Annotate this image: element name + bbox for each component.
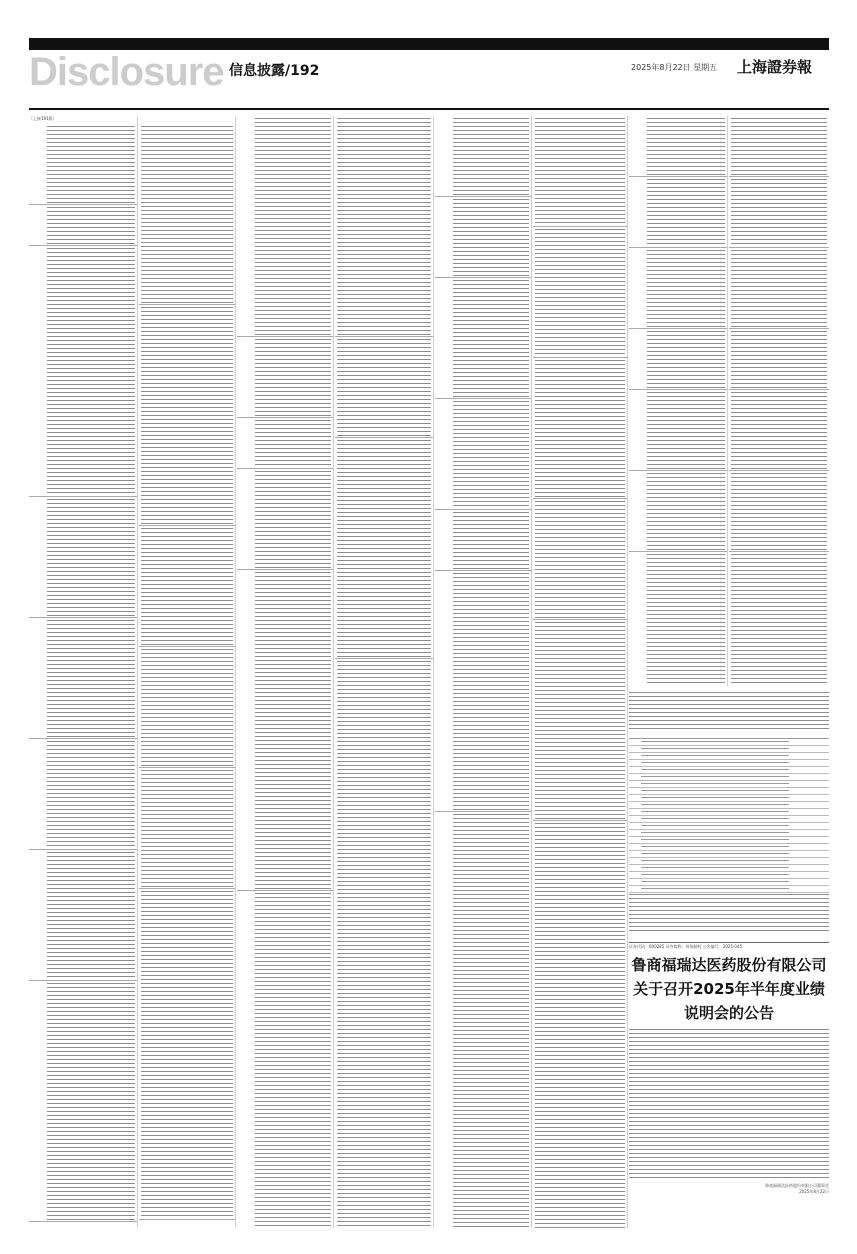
table-row (629, 760, 829, 767)
clause-cell (435, 197, 531, 278)
clause-cell (29, 739, 137, 850)
clause-cell (139, 768, 235, 889)
table-row (629, 788, 829, 795)
notice-footer: 鲁商福瑞达医药股份有限公司董事会 2025年8月22日 (765, 1183, 829, 1194)
table-row (629, 879, 829, 886)
clause-cell (729, 390, 829, 471)
clause-cell (435, 116, 531, 197)
clause-cell (29, 618, 137, 739)
table-row (629, 872, 829, 879)
table-row (629, 851, 829, 858)
clause-cell (335, 337, 433, 438)
clause-cell (29, 205, 137, 246)
table-row (629, 823, 829, 830)
newspaper-name: 上海證券報 (737, 58, 813, 76)
clause-cell (29, 497, 137, 618)
clause-cell (629, 390, 727, 471)
notice-title-line2: 关于召开2025年半年度业绩 (633, 980, 825, 998)
meeting-notice (629, 942, 829, 1227)
table-row (629, 746, 829, 753)
clause-cell (533, 227, 627, 358)
clause-cell (29, 850, 137, 981)
clause-cell (237, 570, 333, 891)
clause-cell (335, 659, 433, 1228)
table-row (629, 858, 829, 865)
table-row (629, 767, 829, 774)
clause-cell (729, 177, 829, 248)
clause-cell (629, 177, 727, 248)
header-rule (29, 108, 829, 110)
clause-cell (29, 981, 137, 1222)
column-1 (29, 116, 138, 1228)
continued-label: （上接191版） (29, 116, 57, 121)
clause-cell (139, 124, 235, 305)
table-row (629, 816, 829, 823)
resolution-table (629, 738, 829, 889)
clause-cell (629, 552, 727, 686)
clause-cell (29, 124, 137, 205)
clause-cell (729, 116, 829, 177)
resolution-paragraph (629, 894, 829, 934)
section-title (229, 60, 319, 80)
table-row (629, 837, 829, 844)
notice-body (629, 1029, 829, 1179)
clause-cell (237, 337, 333, 418)
clause-cell (139, 647, 235, 768)
column-5 (435, 116, 532, 1228)
section-name: 信息披露 (229, 63, 285, 79)
clause-cell (139, 305, 235, 526)
clause-cell (435, 812, 531, 1228)
summary-paragraph (629, 692, 829, 732)
clause-cell (533, 821, 627, 1228)
clause-cell (435, 571, 531, 812)
table-row (629, 781, 829, 788)
clause-cell (533, 620, 627, 821)
table-row (629, 795, 829, 802)
clause-cell (729, 329, 829, 390)
clause-cell (335, 438, 433, 659)
clause-cell (237, 891, 333, 1228)
disclosure-content (29, 116, 829, 1228)
column-4 (335, 116, 434, 1228)
clause-cell (237, 116, 333, 337)
notice-header: 证券代码：600285 证券简称：羚锐制药 公告编号：2025-045 (629, 944, 743, 949)
clause-cell (29, 246, 137, 497)
clause-cell (629, 116, 727, 177)
clause-cell (629, 329, 727, 390)
page-number: /192 (285, 63, 320, 79)
clause-cell (629, 248, 727, 329)
table-row (629, 739, 829, 746)
clause-cell (729, 471, 829, 552)
table-row (629, 830, 829, 837)
clause-cell (729, 248, 829, 329)
column-2 (139, 116, 236, 1228)
table-row (629, 886, 829, 893)
masthead-bar (29, 38, 829, 50)
clause-cell (435, 399, 531, 510)
section-logo: Disclosure (29, 50, 224, 94)
clause-cell (237, 469, 333, 570)
column-8 (729, 116, 829, 686)
table-row (629, 802, 829, 809)
table-row (629, 865, 829, 872)
issue-date: 2025年8月22日 星期五 (631, 63, 718, 72)
clause-cell (237, 418, 333, 469)
notice-title-line1: 鲁商福瑞达医药股份有限公司 (631, 956, 827, 974)
table-row (629, 844, 829, 851)
column-3 (237, 116, 334, 1228)
clause-cell (533, 116, 627, 227)
clause-cell (139, 889, 235, 1220)
table-row (629, 774, 829, 781)
notice-title-line3: 说明会的公告 (683, 1004, 774, 1022)
column-7 (629, 116, 728, 686)
clause-cell (629, 471, 727, 552)
clause-cell (533, 499, 627, 620)
column-6 (533, 116, 628, 1228)
clause-cell (435, 278, 531, 399)
clause-cell (435, 510, 531, 571)
clause-cell (729, 552, 829, 686)
table-row (629, 753, 829, 760)
clause-cell (139, 526, 235, 647)
clause-cell (533, 358, 627, 499)
masthead (29, 38, 829, 94)
clause-cell (335, 116, 433, 337)
table-row (629, 809, 829, 816)
